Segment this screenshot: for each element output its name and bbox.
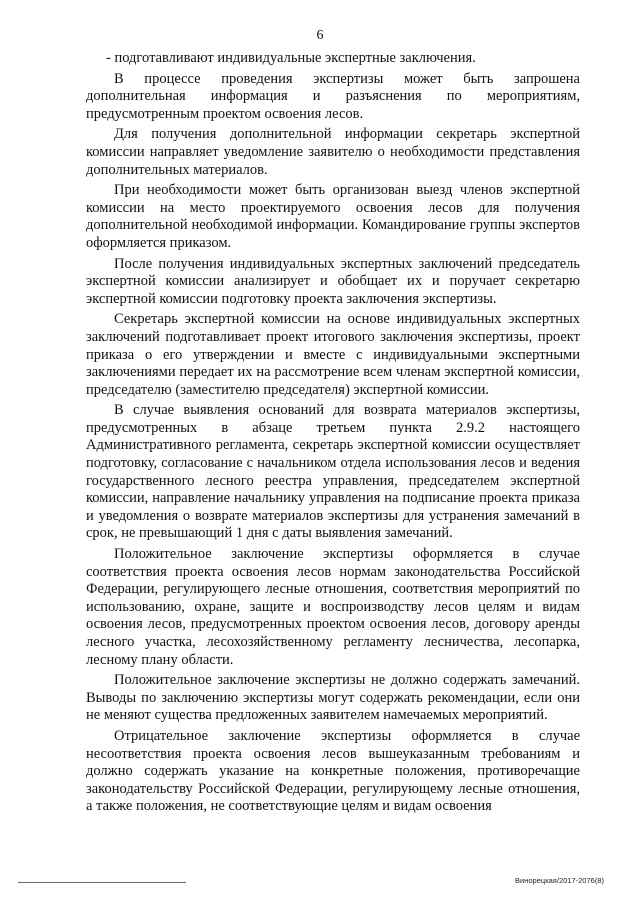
paragraph-4: При необходимости может быть организован выезд членов экспертной комиссии на место проектируемого освоения лесов для получения дополнительной необходимой информации. Командирование группы экспертов оформляется приказом. (86, 182, 580, 251)
paragraph-7: В случае выявления оснований для возврата материалов экспертизы, предусмотренных в абзаце третьем пункта 2.9.2 настоящего Административного регламента, секретарь экспертной комиссии осуществляет подготовку, согласование с начальником отдела использования лесов и ведения государственного лесного реестра управления, председателем экспертной комиссии, направление начальнику управления на подписание проекта приказа и уведомления о возврате материалов экспертизы для устранения замечаний в срок, не превышающий 1 дня с даты выявления замечаний. (86, 402, 580, 542)
paragraph-2: В процессе проведения экспертизы может быть запрошена дополнительная информация и разъяснения по мероприятиям, предусмотренным проектом освоения лесов. (86, 70, 580, 122)
paragraph-6: Секретарь экспертной комиссии на основе индивидуальных экспертных заключений подготавливает проект итогового заключения экспертизы, проект приказа о его утверждении и вместе с индивидуальными экспертными заключениями передает их на рассмотрение всем членам экспертной комиссии, председателю (заместителю председателя) экспертной комиссии. (86, 311, 580, 398)
footer-divider (18, 882, 186, 883)
paragraph-3: Для получения дополнительной информации секретарь экспертной комиссии направляет уведомление заявителю о необходимости представления дополнительных материалов. (86, 126, 580, 178)
paragraph-5: После получения индивидуальных экспертных заключений председатель экспертной комиссии анализирует и обобщает их и поручает секретарю экспертной комиссии подготовку проекта заключения экспертизы. (86, 255, 580, 307)
document-body (86, 50, 580, 819)
paragraph-9: Положительное заключение экспертизы не должно содержать замечаний. Выводы по заключению экспертизы могут содержать рекомендации, если они не меняют существа предложенных заявителем намечаемых мероприятий. (86, 672, 580, 724)
paragraph-8: Положительное заключение экспертизы оформляется в случае соответствия проекта освоения лесов нормам законодательства Российской Федерации, регулирующего лесные отношения, соответствия мероприятий по использованию, охране, защите и воспроизводству лесов целям и видам освоения лесов, предусмотренных проектом освоения лесов, договору аренды лесного участка, лесохозяйственному регламенту лесничества, лесопарка, лесному плану области. (86, 546, 580, 668)
paragraph-1: - подготавливают индивидуальные экспертные заключения. (106, 50, 476, 66)
page-number: 6 (316, 28, 324, 43)
paragraph-10: Отрицательное заключение экспертизы оформляется в случае несоответствия проекта освоения лесов вышеуказанным требованиям и должно содержать указание на конкретные положения, противоречащие законодательству Российской Федерации, регулирующему лесные отношения, а также положения, не соответствующие целям и видам освоения (86, 727, 580, 815)
footer-document-code: Винорецкая/2017-2076(8) (515, 876, 604, 885)
